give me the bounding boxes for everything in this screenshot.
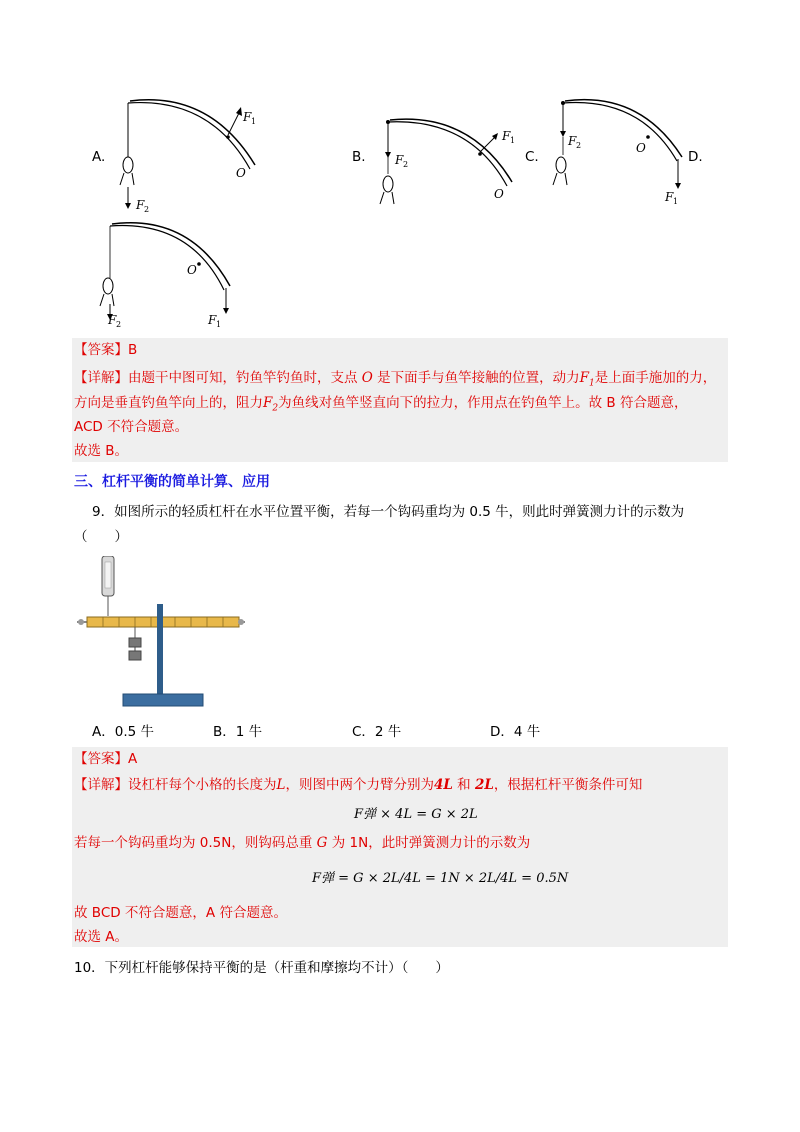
lever-apparatus-figure <box>75 556 250 714</box>
svg-text:1: 1 <box>216 320 222 329</box>
detail-line-1: 【详解】设杠杆每个小格的长度为L，则图中两个力臂分别为4L 和 2L，根据杠杆平衡条件可知 <box>74 777 643 793</box>
formula-1: F弹 × 4L = G × 2L <box>354 807 478 822</box>
answer-box-q9 <box>72 747 728 947</box>
force-label: F <box>243 110 252 124</box>
svg-text:1: 1 <box>251 117 257 126</box>
conclusion: 故选 B。 <box>74 443 129 459</box>
question-9-stem: 9．如图所示的轻质杠杆在水平位置平衡，若每一个钩码重均为 0.5 牛，则此时弹簧测力计的示数为 <box>92 504 685 520</box>
formula-2: F弹 = G × 2L/4L = 1N × 2L/4L = 0.5N <box>312 871 569 886</box>
question-9-blank: （ ） <box>74 529 128 545</box>
pivot-label: O <box>236 166 246 180</box>
fishing-rod-diagram <box>525 95 715 210</box>
option-letter: D. <box>688 149 703 165</box>
svg-text:2: 2 <box>403 160 409 169</box>
fishing-rod-diagram <box>90 218 250 333</box>
question-10-stem: 10．下列杠杆能够保持平衡的是（杆重和摩擦均不计）（ ） <box>74 960 449 976</box>
detail-line-2: 方向是垂直钓鱼竿向上的，阻力$F_2$为鱼线对鱼竿竖直向下的拉力，作用点在钓鱼竿上。故 B 符合题意， <box>74 395 688 414</box>
svg-text:F: F <box>502 129 511 143</box>
option-a-figure <box>90 95 270 215</box>
fishing-rod-diagram <box>350 112 530 222</box>
conclusion: 故选 A。 <box>74 929 129 945</box>
svg-text:O: O <box>187 263 197 277</box>
option-letter: B. <box>352 149 366 165</box>
svg-text:O: O <box>494 187 504 201</box>
option-d-figure <box>90 218 250 333</box>
svg-text:F: F <box>665 190 674 204</box>
detail-line-3: 故 BCD 不符合题意，A 符合题意。 <box>74 905 287 921</box>
lever-diagram <box>75 556 250 714</box>
svg-text:1: 1 <box>510 136 516 145</box>
section-heading: 三、杠杆平衡的简单计算、应用 <box>74 474 270 490</box>
svg-text:2: 2 <box>576 141 582 150</box>
choice-a: A．0.5 牛 <box>92 724 154 740</box>
detail-line-1: 【详解】由题干中图可知，钓鱼竿钓鱼时，支点 O 是下面手与鱼竿接触的位置，动力$F_1$是上面手施加的力， <box>74 370 717 389</box>
svg-text:F: F <box>108 313 117 327</box>
answer-label: 【答案】B <box>74 342 138 358</box>
svg-text:F: F <box>568 134 577 148</box>
svg-text:F: F <box>395 153 404 167</box>
choice-b: B．1 牛 <box>213 724 263 740</box>
fishing-rod-diagram <box>90 95 270 215</box>
option-b-figure <box>350 112 530 222</box>
answer-box-q8 <box>72 338 728 462</box>
option-letter: A. <box>92 149 106 165</box>
detail-line-2: 若每一个钩码重均为 0.5N，则钩码总重 G 为 1N，此时弹簧测力计的示数为 <box>74 835 531 851</box>
svg-text:O: O <box>636 141 646 155</box>
choice-c: C．2 牛 <box>352 724 402 740</box>
option-c-figure <box>525 95 715 210</box>
svg-text:F: F <box>208 313 217 327</box>
svg-text:F: F <box>136 198 145 212</box>
svg-text:2: 2 <box>116 320 122 329</box>
option-letter: C. <box>525 149 539 165</box>
answer-label: 【答案】A <box>74 751 138 767</box>
choice-d: D．4 牛 <box>490 724 541 740</box>
svg-text:2: 2 <box>144 205 150 214</box>
detail-line-3: ACD 不符合题意。 <box>74 419 189 435</box>
svg-text:1: 1 <box>673 197 679 206</box>
